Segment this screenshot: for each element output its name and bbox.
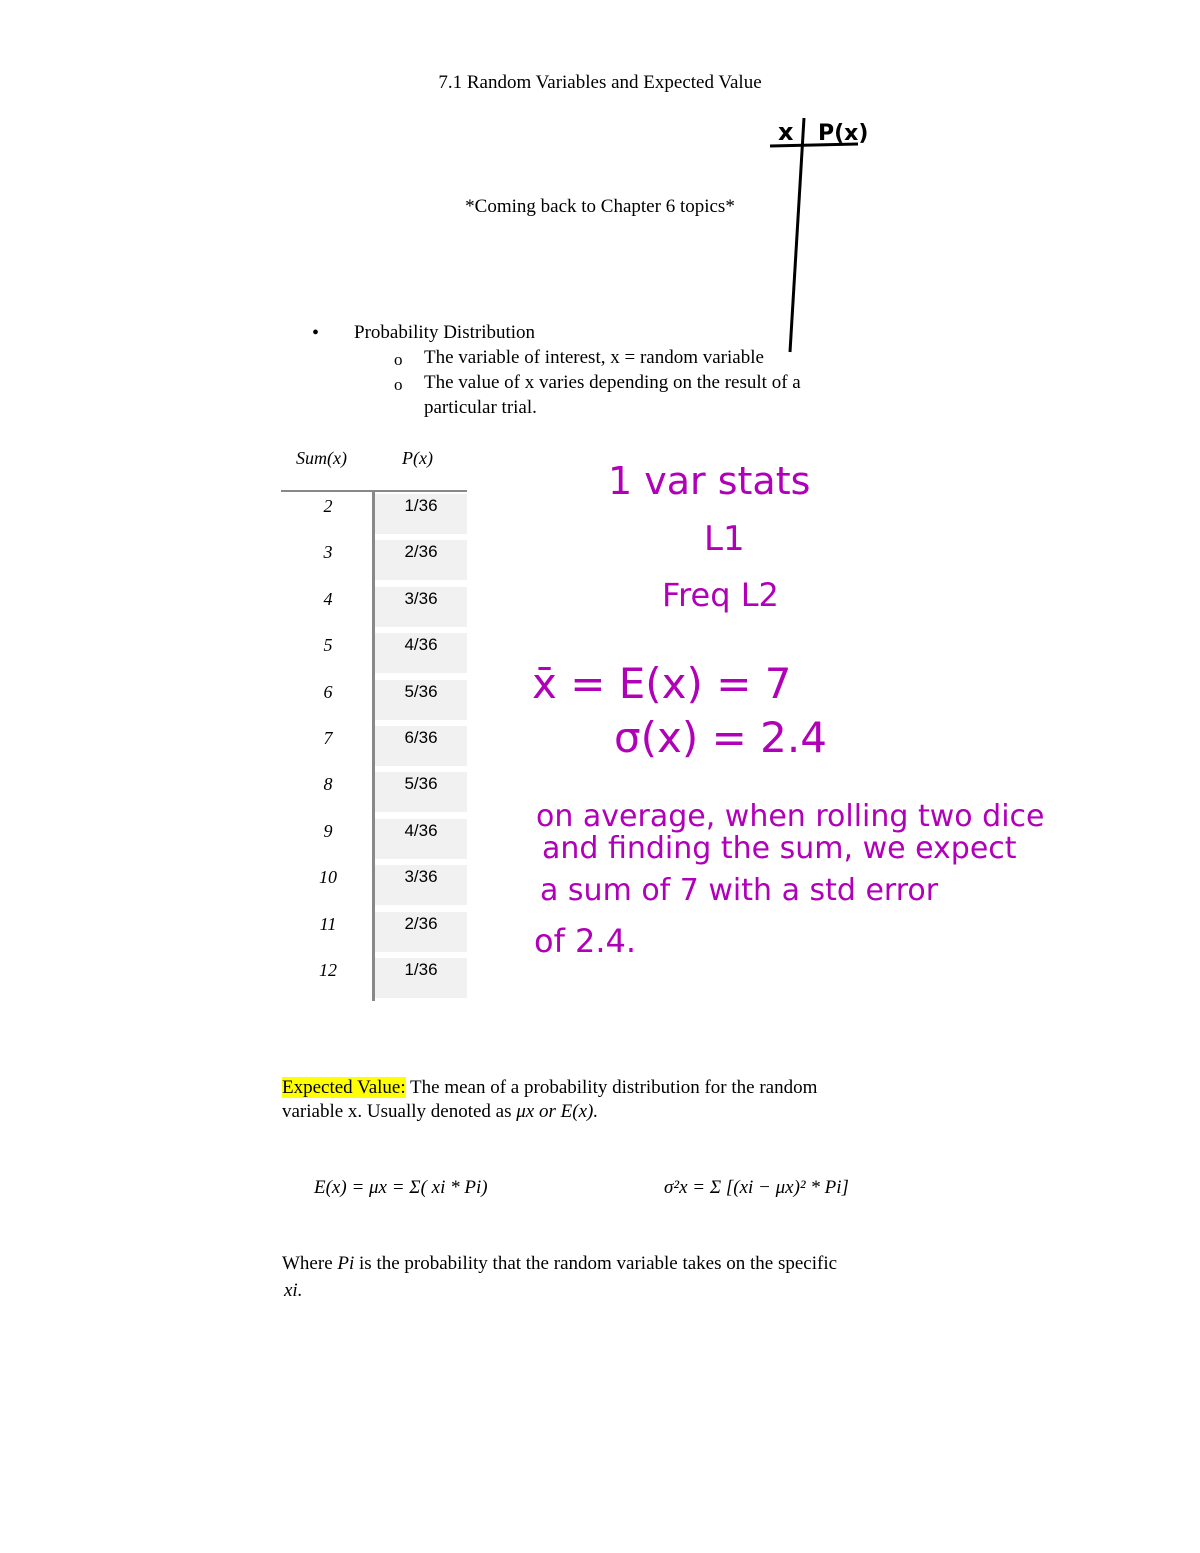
table-cell-sum: 6 [323, 681, 333, 702]
where-text: Where [282, 1253, 338, 1274]
where-text-rest: is the probability that the random variable takes on the specific [354, 1253, 838, 1274]
notation-math: μx or E(x). [516, 1101, 599, 1122]
expected-value-definition-text: The mean of a probability distribution for the random [405, 1077, 818, 1098]
table-header-probability: P(x) [402, 448, 433, 468]
sub-bullet-item: The value of x varies depending on the result of a [424, 372, 801, 393]
bullet-text: Probability Distribution [354, 322, 536, 343]
sub-bullet-item-continuation: particular trial. [424, 397, 537, 418]
handwritten-t-table [770, 118, 868, 352]
page-title: 7.1 Random Variables and Expected Value [438, 72, 762, 93]
table-cell-probability: 5/36 [404, 774, 438, 794]
notation-text: variable x. Usually denoted as [282, 1101, 517, 1122]
table-cell-probability: 4/36 [404, 635, 438, 655]
table-cell-probability: 1/36 [404, 496, 438, 515]
table-cell-sum: 12 [319, 960, 337, 980]
where-line-continuation: xi. [284, 1280, 303, 1301]
table-cell-sum: 4 [323, 588, 333, 609]
note-l1: L1 [704, 519, 745, 559]
note-std-dev: σ(x) = 2.4 [614, 713, 827, 762]
note-freq-l2: Freq L2 [662, 576, 779, 614]
t-table-x-label: x [778, 118, 794, 146]
note-paragraph-line: on average, when rolling two dice [536, 799, 1045, 834]
table-cell-sum: 10 [319, 867, 337, 888]
note-expected-value: x̄ = E(x) = 7 [532, 659, 792, 708]
variance-formula: σ²x = Σ [(xi − μx)² * Pi] [664, 1177, 849, 1198]
subtitle: *Coming back to Chapter 6 topics* [465, 196, 735, 217]
t-table-vertical-stroke [790, 118, 804, 352]
table-cell-probability: 2/36 [404, 913, 438, 933]
table-cell-sum: 2 [323, 496, 333, 516]
t-table-px-label: P(x) [818, 121, 869, 146]
table-cell-probability: 4/36 [404, 820, 438, 840]
note-1-var-stats: 1 var stats [608, 459, 811, 503]
table-cell-probability: 5/36 [404, 681, 438, 701]
note-paragraph-line: a sum of 7 with a std error [540, 873, 939, 908]
table-cell-sum: 11 [319, 913, 337, 934]
bullet-marker: • [312, 322, 320, 344]
table-cell-sum: 7 [323, 728, 333, 748]
table-header-sum: Sum(x) [296, 448, 347, 468]
note-paragraph-line: of 2.4. [534, 922, 637, 960]
table-cell-probability: 1/36 [404, 960, 438, 979]
table-cell-probability: 3/36 [404, 588, 438, 608]
sub-bullet-marker: o [394, 375, 403, 394]
table-cell-probability: 2/36 [404, 542, 438, 562]
sub-bullet-item: The variable of interest, x = random variable [424, 347, 764, 368]
table-cell-sum: 5 [323, 635, 333, 656]
table-cell-sum: 3 [323, 542, 333, 563]
sub-bullet-marker: o [394, 350, 403, 369]
note-paragraph-line: and finding the sum, we expect [542, 831, 1017, 866]
handwritten-notes [532, 459, 1045, 960]
expected-value-term: Expected Value: [282, 1077, 406, 1098]
table-cell-sum: 8 [323, 774, 333, 795]
table-cell-sum: 9 [323, 820, 333, 841]
where-math: Pi [337, 1253, 355, 1274]
expected-value-formula: E(x) = μx = Σ( xi * Pi) [314, 1177, 488, 1198]
table-cell-probability: 6/36 [404, 728, 438, 747]
table-cell-probability: 3/36 [404, 867, 438, 887]
